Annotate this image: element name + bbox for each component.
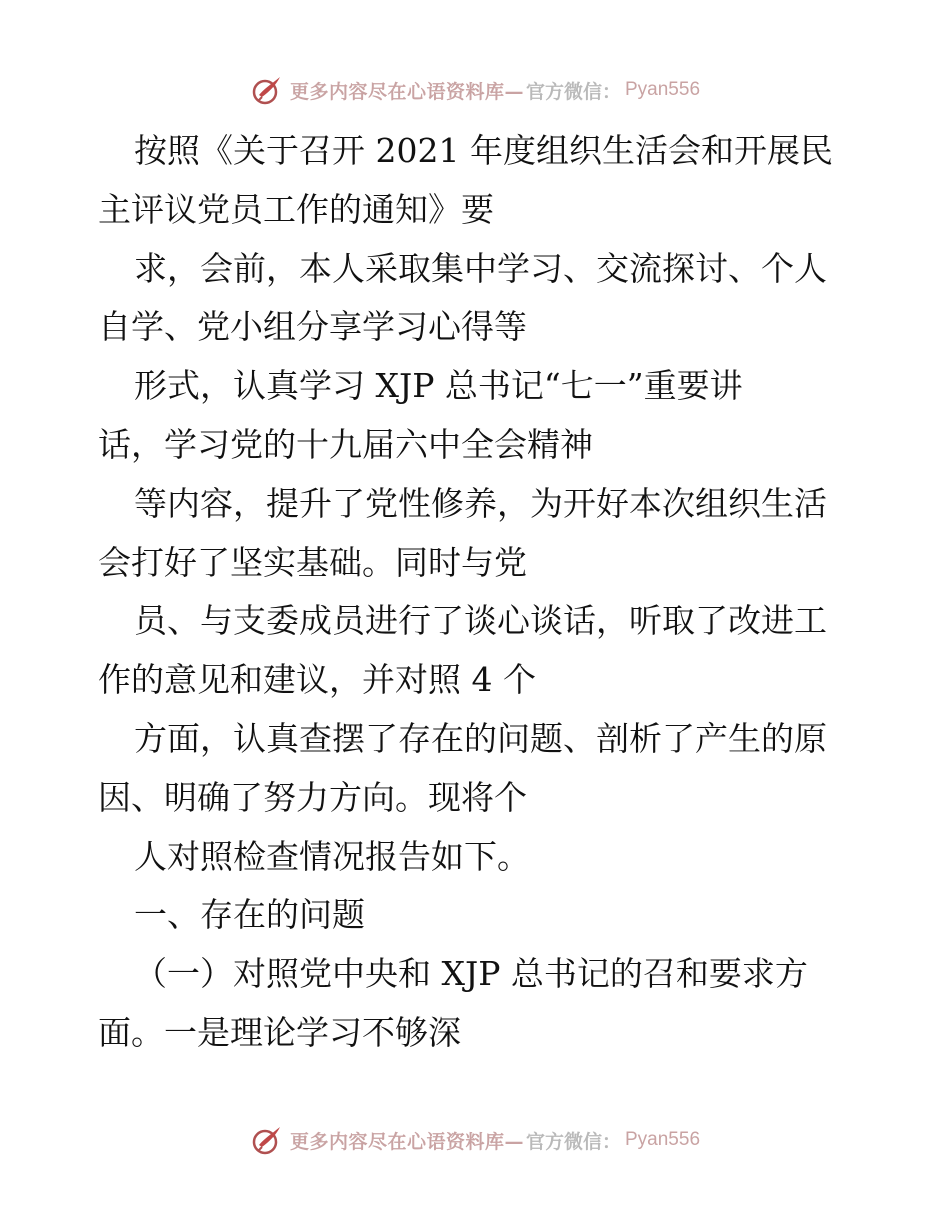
document-body xyxy=(98,122,858,1063)
quill-logo-icon xyxy=(250,73,284,107)
body-line: 主评议党员工作的通知》要 xyxy=(98,189,494,229)
body-line: 因、明确了努力方向。现将个 xyxy=(98,777,527,817)
body-line: 方面，认真查摆了存在的问题、剖析了产生的原 xyxy=(134,718,827,758)
body-line: 会打好了坚实基础。同时与党 xyxy=(98,542,527,582)
body-line: 按照《关于召开 2021 年度组织生活会和开展民 xyxy=(134,131,833,170)
body-line: 自学、党小组分享学习心得等 xyxy=(98,307,527,347)
banner-wechat-label: 官方微信： xyxy=(525,80,621,103)
section-heading: 一、存在的问题 xyxy=(134,895,365,935)
banner-wechat-id: Pyan556 xyxy=(625,1129,701,1150)
banner-text: 更多内容尽在心语资料库— xyxy=(289,80,524,103)
body-line: 作的意见和建议，并对照 4 个 xyxy=(98,660,536,700)
body-line: （一）对照党中央和 XJP 总书记的召和要求方 xyxy=(134,954,808,994)
body-line: 人对照检查情况报告如下。 xyxy=(134,836,530,876)
body-line: 面。一是理论学习不够深 xyxy=(98,1012,461,1052)
banner-text: 更多内容尽在心语资料库— xyxy=(289,1130,524,1153)
banner-wechat-label: 官方微信： xyxy=(525,1130,621,1153)
quill-logo-icon xyxy=(250,1123,284,1157)
body-line: 话，学习党的十九届六中全会精神 xyxy=(98,424,593,464)
banner-wechat-id: Pyan556 xyxy=(625,79,701,100)
header-banner xyxy=(0,70,950,110)
footer-banner xyxy=(0,1120,950,1160)
body-line: 等内容，提升了党性修养，为开好本次组织生活 xyxy=(134,483,827,523)
body-line: 形式，认真学习 XJP 总书记“七一”重要讲 xyxy=(134,366,743,406)
body-line: 求，会前，本人采取集中学习、交流探讨、个人 xyxy=(134,248,827,288)
body-line: 员、与支委成员进行了谈心谈话，听取了改进工 xyxy=(134,601,827,641)
